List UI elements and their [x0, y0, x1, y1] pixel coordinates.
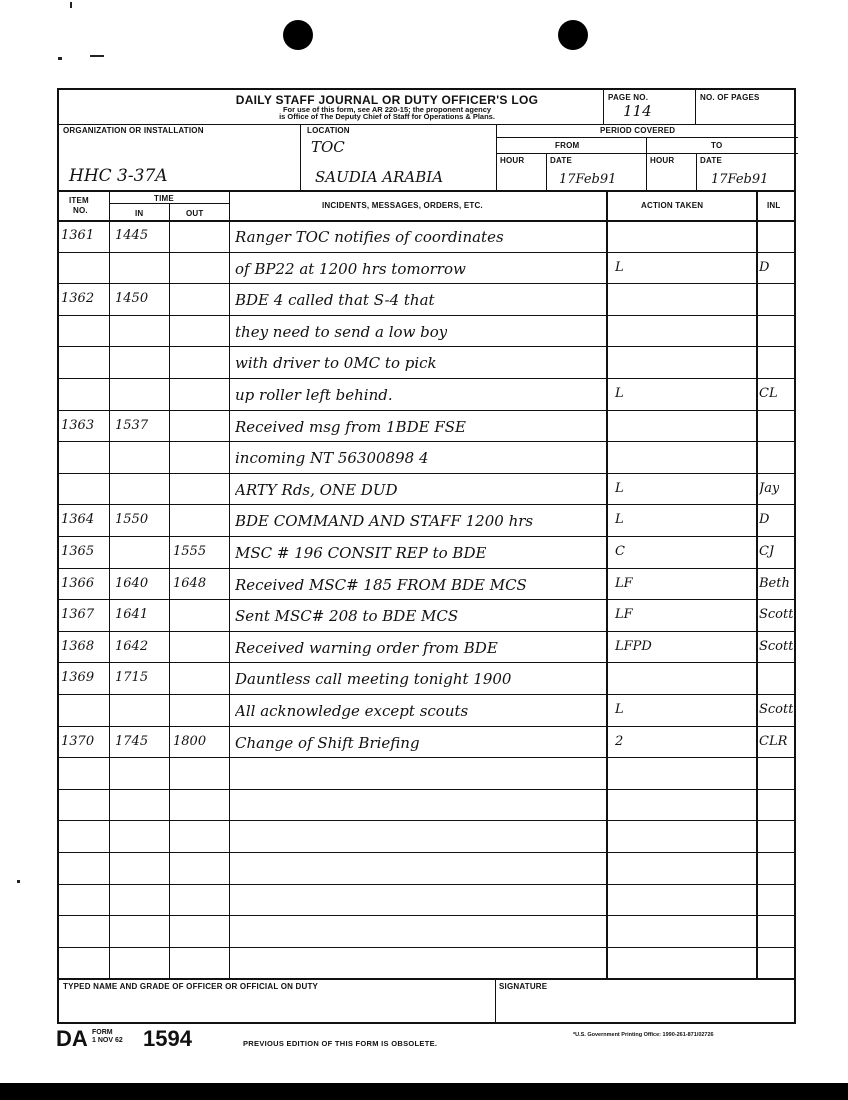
incidents-label: INCIDENTS, MESSAGES, ORDERS, ETC. [322, 201, 483, 210]
row-divider [59, 852, 794, 853]
entry-incident-text: BDE 4 called that S-4 that [235, 291, 435, 309]
entry-time-in: 1640 [115, 576, 149, 591]
entry-item-no: 1362 [61, 291, 95, 306]
entry-action-taken: C [615, 544, 625, 559]
scan-speck [70, 2, 72, 8]
form-subtitle-1: For use of this form, see AR 220-15; the proponent agency [282, 105, 492, 114]
staff-journal-form [57, 88, 796, 1024]
entry-incident-text: Dauntless call meeting tonight 1900 [235, 670, 512, 688]
item-no-label-2: NO. [73, 206, 88, 215]
signature-label: SIGNATURE [499, 982, 548, 991]
row-divider [59, 536, 794, 537]
entry-initials: CL [759, 386, 778, 401]
entry-action-taken: L [615, 702, 624, 717]
entry-item-no: 1368 [61, 639, 95, 654]
row-divider [59, 441, 794, 442]
from-label: FROM [555, 141, 580, 150]
entry-action-taken: L [615, 386, 624, 401]
entry-item-no: 1365 [61, 544, 95, 559]
entry-initials: D [759, 260, 770, 275]
divider [546, 153, 547, 190]
entry-incident-text: Received msg from 1BDE FSE [235, 418, 466, 436]
entry-action-taken: L [615, 512, 624, 527]
entry-initials: CJ [759, 544, 775, 559]
entry-incident-text: MSC # 196 CONSIT REP to BDE [235, 544, 487, 562]
entry-initials: Jay [759, 481, 780, 496]
inl-label: INL [767, 201, 781, 210]
entry-incident-text: of BP22 at 1200 hrs tomorrow [235, 260, 466, 278]
entry-action-taken: LFPD [615, 639, 652, 654]
footer-form-date: 1 NOV 62 [92, 1037, 123, 1044]
entry-time-in: 1550 [115, 512, 149, 527]
time-in-label: IN [135, 209, 144, 218]
entry-item-no: 1361 [61, 228, 95, 243]
entry-time-out: 1648 [173, 576, 207, 591]
entry-incident-text: Received MSC# 185 FROM BDE MCS [235, 576, 527, 594]
previous-edition-note: PREVIOUS EDITION OF THIS FORM IS OBSOLETE. [243, 1039, 438, 1048]
entry-time-out: 1555 [173, 544, 207, 559]
footer-form-number: 1594 [143, 1026, 192, 1051]
row-divider [59, 378, 794, 379]
action-taken-label: ACTION TAKEN [641, 201, 704, 210]
row-divider [59, 504, 794, 505]
entry-incident-text: Ranger TOC notifies of coordinates [235, 228, 504, 246]
entry-initials: Scott [759, 702, 794, 717]
entry-initials: Beth [759, 576, 790, 591]
entry-incident-text: Change of Shift Briefing [235, 734, 420, 752]
row-divider [59, 820, 794, 821]
location-value-1: TOC [311, 138, 345, 156]
row-divider [59, 726, 794, 727]
scan-edge-bar [0, 1083, 848, 1100]
entry-time-out: 1800 [173, 734, 207, 749]
footer-form-word: FORM [92, 1029, 113, 1036]
entry-incident-text: with driver to 0MC to pick [235, 354, 437, 372]
from-date-label: DATE [550, 156, 572, 165]
row-divider [59, 662, 794, 663]
entry-time-in: 1537 [115, 418, 149, 433]
scan-speck [90, 55, 104, 57]
page-no-label: PAGE NO. [608, 93, 649, 102]
divider [300, 124, 301, 190]
row-divider [59, 789, 794, 790]
row-divider [59, 283, 794, 284]
entry-initials: Scott [759, 607, 794, 622]
punch-hole-right [558, 20, 588, 50]
location-label: LOCATION [307, 126, 350, 135]
entry-action-taken: LF [615, 607, 633, 622]
row-divider [59, 884, 794, 885]
row-divider [59, 599, 794, 600]
divider [59, 124, 794, 125]
typed-name-label: TYPED NAME AND GRADE OF OFFICER OR OFFICIAL ON DUTY [63, 982, 319, 991]
row-divider [59, 631, 794, 632]
entry-incident-text: ARTY Rds, ONE DUD [235, 481, 398, 499]
entry-incident-text: All acknowledge except scouts [235, 702, 469, 720]
row-divider [59, 757, 794, 758]
to-label: TO [711, 141, 723, 150]
divider [756, 190, 758, 978]
form-subtitle-2: is Office of The Deputy Chief of Staff for Operations & Plans. [279, 112, 495, 121]
entry-action-taken: 2 [615, 734, 624, 749]
divider [695, 90, 696, 124]
entry-incident-text: up roller left behind. [235, 386, 393, 404]
row-divider [59, 346, 794, 347]
entry-incident-text: incoming NT 56300898 4 [235, 449, 429, 467]
from-date-value: 17Feb91 [559, 172, 617, 187]
entry-initials: Scott [759, 639, 794, 654]
entry-incident-text: BDE COMMAND AND STAFF 1200 hrs [235, 512, 534, 530]
row-divider [59, 568, 794, 569]
divider [229, 190, 230, 978]
divider [646, 137, 647, 190]
to-hour-label: HOUR [650, 156, 675, 165]
scan-speck [58, 57, 62, 60]
divider [696, 153, 697, 190]
divider [496, 137, 798, 138]
entry-action-taken: LF [615, 576, 633, 591]
entry-item-no: 1366 [61, 576, 95, 591]
footer-da: DA [56, 1026, 88, 1051]
divider [496, 153, 798, 154]
row-divider [59, 252, 794, 253]
row-divider [59, 915, 794, 916]
punch-hole-left [283, 20, 313, 50]
entry-action-taken: L [615, 260, 624, 275]
no-of-pages-label: NO. OF PAGES [700, 93, 760, 102]
divider [496, 124, 497, 190]
entry-incident-text: Received warning order from BDE [235, 639, 498, 657]
page-no-value: 114 [623, 102, 652, 120]
entry-initials: D [759, 512, 770, 527]
entry-item-no: 1363 [61, 418, 95, 433]
footer-form-label [92, 1029, 123, 1045]
entry-time-in: 1642 [115, 639, 149, 654]
row-divider [59, 694, 794, 695]
entry-time-in: 1745 [115, 734, 149, 749]
gpo-note: *U.S. Government Printing Office: 1990-261-871/02726 [573, 1032, 714, 1038]
divider [603, 90, 604, 124]
entry-item-no: 1367 [61, 607, 95, 622]
divider [495, 978, 496, 1024]
entry-time-in: 1641 [115, 607, 149, 622]
divider [59, 978, 794, 980]
entry-incident-text: Sent MSC# 208 to BDE MCS [235, 607, 459, 625]
divider [606, 190, 608, 978]
form-title: DAILY STAFF JOURNAL OR DUTY OFFICER'S LOG [235, 93, 539, 107]
divider [169, 203, 170, 978]
org-value: HHC 3-37A [69, 166, 168, 186]
row-divider [59, 315, 794, 316]
divider [59, 190, 794, 192]
divider [109, 190, 110, 978]
from-hour-label: HOUR [500, 156, 525, 165]
to-date-value: 17Feb91 [711, 172, 769, 187]
entry-initials: CLR [759, 734, 788, 749]
row-divider [59, 947, 794, 948]
entry-item-no: 1364 [61, 512, 95, 527]
entry-time-in: 1450 [115, 291, 149, 306]
entry-action-taken: L [615, 481, 624, 496]
period-covered-label: PERIOD COVERED [600, 126, 676, 135]
scan-speck [17, 880, 20, 883]
entry-incident-text: they need to send a low boy [235, 323, 448, 341]
time-out-label: OUT [186, 209, 204, 218]
row-divider [59, 473, 794, 474]
row-divider [59, 410, 794, 411]
item-no-label-1: ITEM [69, 196, 89, 205]
entry-item-no: 1369 [61, 670, 95, 685]
entry-item-no: 1370 [61, 734, 95, 749]
location-value-2: SAUDIA ARABIA [315, 168, 444, 186]
org-label: ORGANIZATION OR INSTALLATION [63, 126, 204, 135]
to-date-label: DATE [700, 156, 722, 165]
time-label: TIME [154, 194, 174, 203]
entry-time-in: 1715 [115, 670, 149, 685]
entry-time-in: 1445 [115, 228, 149, 243]
